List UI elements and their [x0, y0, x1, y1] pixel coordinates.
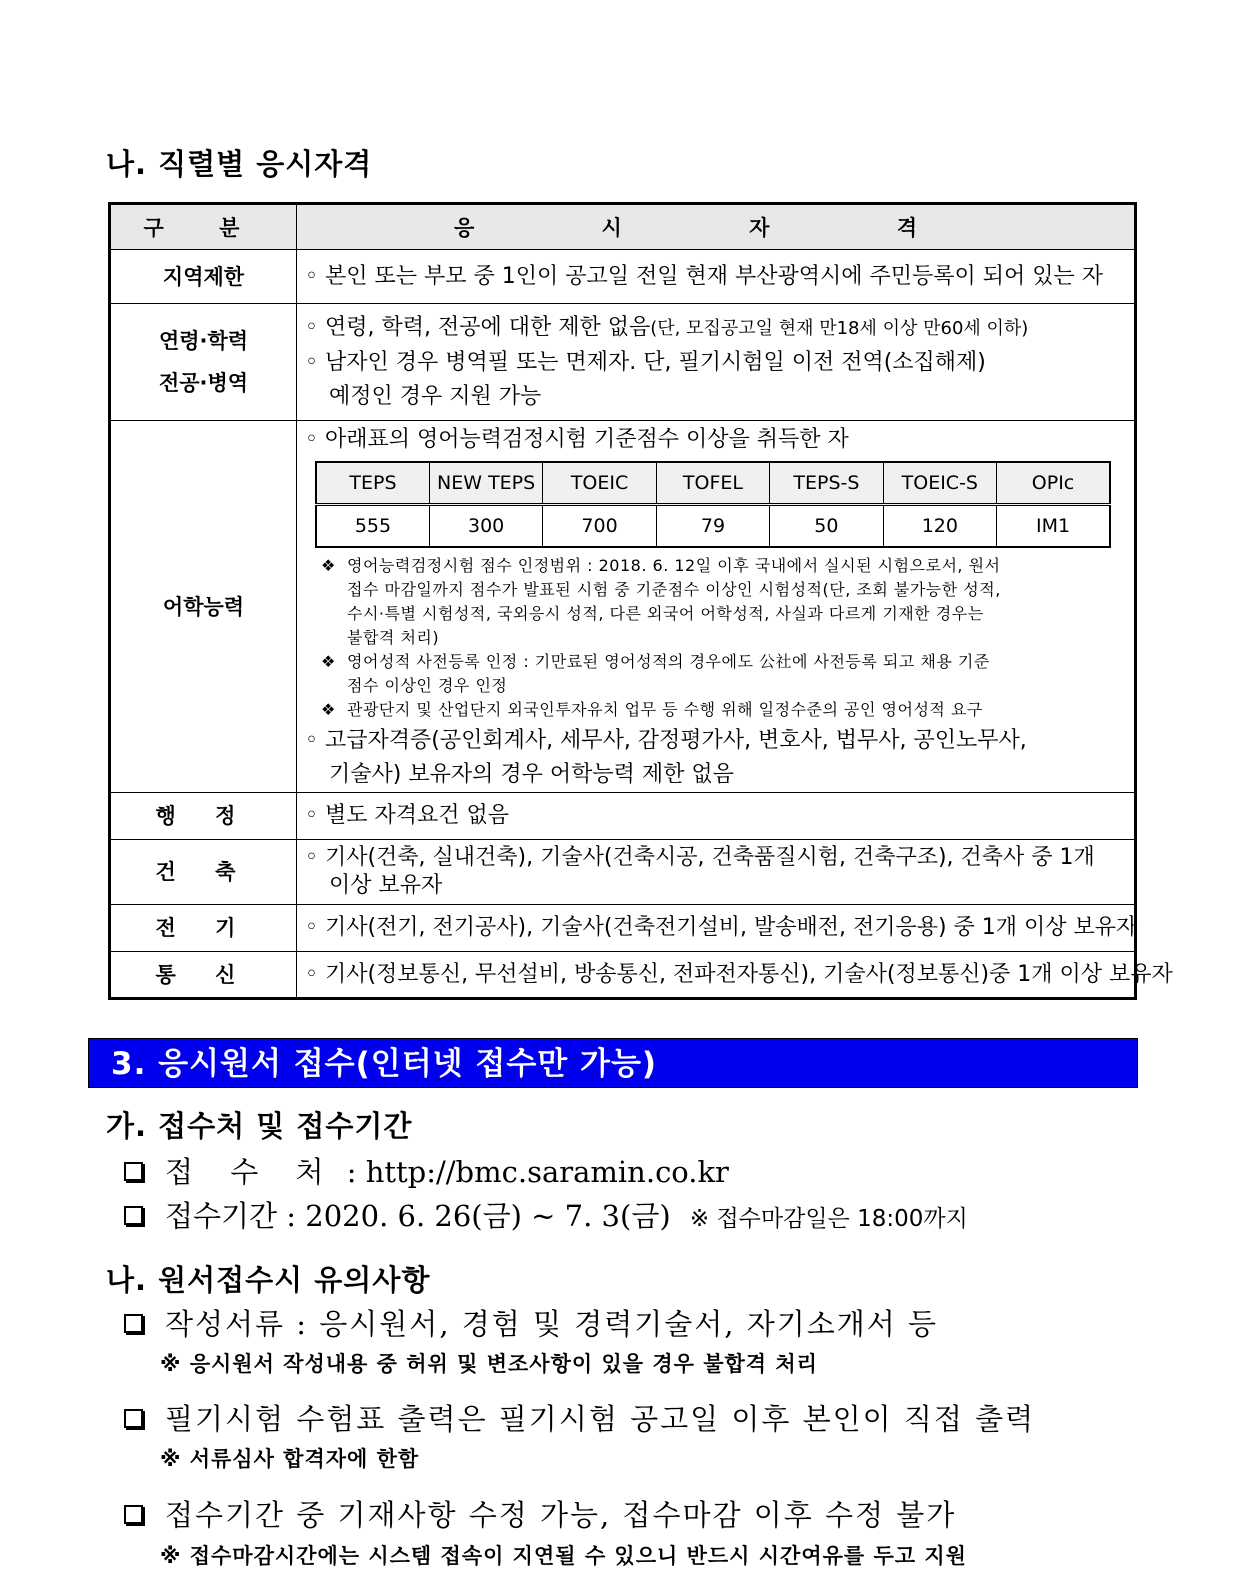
- advanced-cert-line-2: 기술사) 보유자의 경우 어학능력 제한 없음: [329, 762, 734, 787]
- english-score-table: [315, 461, 1111, 548]
- section-title-qualifications: 나. 직렬별 응시자격: [106, 147, 373, 181]
- checkbox-icon: [124, 1314, 143, 1333]
- age-label-1: 연령·학력: [158, 329, 249, 353]
- receipt-place-label: 접 수 처: [165, 1155, 338, 1189]
- test-name: TOEIC: [543, 462, 656, 505]
- receipt-period-note: ※ 접수마감일은 18:00까지: [689, 1206, 968, 1232]
- telecom-text: ◦ 기사(정보통신, 무선설비, 방송통신, 전파전자통신), 기술사(정보통신)중 1개 이상 보유자: [305, 961, 1173, 987]
- age-line-2: ◦ 남자인 경우 병역필 또는 면제자. 단, 필기시험일 이전 전역(소집해제): [305, 349, 986, 375]
- row-label-age: [110, 304, 297, 421]
- test-score: 79: [656, 505, 769, 548]
- age-label-2: 전공·병역: [158, 371, 249, 395]
- test-score: 300: [429, 505, 542, 548]
- electric-text: ◦ 기사(전기, 전기공사), 기술사(건축전기설비, 발송배전, 전기응용) 중 1개 이상 보유자: [305, 915, 1138, 940]
- diamond-icon: ❖: [321, 652, 336, 671]
- section-banner-application: 3. 응시원서 접수(인터넷 접수만 가능): [88, 1038, 1138, 1088]
- language-notes: [319, 554, 1126, 722]
- arch-line-1: ◦ 기사(건축, 실내건축), 기술사(건축시공, 건축품질시험, 건축구조), 건축사 중 1개: [305, 845, 1095, 870]
- note-2-line-2: 점수 이상인 경우 인정: [347, 676, 508, 695]
- age-line-1: [305, 311, 1126, 346]
- note-2-line-1: 영어성적 사전등록 인정 : 기만료된 영어성적의 경우에도 公社에 사전등록 되고 채용 기준: [347, 652, 990, 671]
- test-score: 700: [543, 505, 656, 548]
- note-reason: [319, 698, 1126, 722]
- row-label-electric: 전 기: [110, 905, 297, 952]
- test-name: TEPS: [316, 462, 429, 505]
- region-text: ◦ 본인 또는 부모 중 1인이 공고일 전일 현재 부산광역시에 주민등록이 되어 있는 자: [305, 263, 1103, 289]
- row-label-admin: 행 정: [110, 793, 297, 840]
- age-line-1-small: (단, 모집공고일 현재 만18세 이상 만60세 이하): [650, 317, 1029, 339]
- note-3-line-1: 관광단지 및 산업단지 외국인투자유치 업무 등 수행 위해 일정수준의 공인 영어성적 요구: [347, 700, 983, 719]
- note-1-line-2: 접수 마감일까지 점수가 발표된 시험 중 기준점수 이상인 시험성적(단, 조회 불가능한 성적,: [347, 580, 1001, 599]
- test-score: 120: [883, 505, 996, 548]
- age-line-3: 예정인 경우 지원 가능: [329, 383, 542, 409]
- row-label-region: 지역제한: [110, 250, 297, 304]
- test-name: TOEIC-S: [883, 462, 996, 505]
- test-score: IM1: [997, 505, 1110, 548]
- receipt-period-label: 접수기간: [165, 1199, 278, 1233]
- english-test-names: [316, 462, 1110, 505]
- checkbox-icon: [124, 1162, 143, 1181]
- admin-text: ◦ 별도 자격요건 없음: [305, 803, 509, 828]
- section-title-receipt: 가. 접수처 및 접수기간: [106, 1109, 413, 1143]
- note-1-line-1: 영어능력검정시험 점수 인정범위 : 2018. 6. 12일 이후 국내에서 실시된 시험으로서, 원서: [347, 556, 1001, 575]
- receipt-period-value: : 2020. 6. 26(금) ~ 7. 3(금): [286, 1199, 671, 1233]
- notice-item-edit: [124, 1493, 956, 1534]
- notice-item-2-note: ※ 서류심사 합격자에 한함: [160, 1447, 420, 1471]
- notice-item-documents: [124, 1302, 938, 1343]
- section-title-notes: 나. 원서접수시 유의사항: [106, 1263, 431, 1297]
- header-category: 구 분: [110, 204, 297, 250]
- receipt-place-value: : http://bmc.saramin.co.kr: [346, 1155, 729, 1189]
- notice-item-3-text: 접수기간 중 기재사항 수정 가능, 접수마감 이후 수정 불가: [165, 1498, 957, 1532]
- row-label-language: 어학능력: [110, 421, 297, 793]
- header-qualification: 응 시 자 격: [297, 204, 1136, 250]
- language-intro: ◦ 아래표의 영어능력검정시험 기준점수 이상을 취득한 자: [305, 427, 849, 452]
- notice-item-2-text: 필기시험 수험표 출력은 필기시험 공고일 이후 본인이 직접 출력: [165, 1402, 1036, 1436]
- qualification-table: [108, 202, 1173, 1000]
- notice-item-1-note: ※ 응시원서 작성내용 중 허위 및 변조사항이 있을 경우 불합격 처리: [160, 1352, 818, 1376]
- receipt-period: [124, 1194, 968, 1235]
- row-label-telecom: 통 신: [110, 952, 297, 999]
- notice-item-1-text: 작성서류 : 응시원서, 경험 및 경력기술서, 자기소개서 등: [165, 1307, 939, 1341]
- diamond-icon: ❖: [321, 556, 336, 575]
- notice-item-3-note: ※ 접수마감시간에는 시스템 접속이 지연될 수 있으니 반드시 시간여유를 두고 지원: [160, 1544, 967, 1568]
- test-score: 555: [316, 505, 429, 548]
- row-label-architecture: 건 축: [110, 840, 297, 905]
- note-1-line-3: 수시·특별 시험성적, 국외응시 성적, 다른 외국어 어학성적, 사실과 다르게 기재한 경우는: [347, 604, 984, 623]
- note-pre-registration: [319, 650, 1126, 698]
- checkbox-icon: [124, 1409, 143, 1428]
- test-name: TEPS-S: [770, 462, 883, 505]
- checkbox-icon: [124, 1505, 143, 1524]
- checkbox-icon: [124, 1206, 143, 1225]
- test-name: TOFEL: [656, 462, 769, 505]
- note-score-range: [319, 554, 1126, 650]
- note-1-line-4: 불합격 처리): [347, 628, 440, 647]
- test-name: OPIc: [997, 462, 1110, 505]
- notice-item-ticket: [124, 1397, 1035, 1438]
- test-score: 50: [770, 505, 883, 548]
- advanced-cert-line-1: ◦ 고급자격증(공인회계사, 세무사, 감정평가사, 변호사, 법무사, 공인노무사,: [305, 728, 1027, 753]
- english-test-scores: [316, 505, 1110, 548]
- age-line-1-main: ◦ 연령, 학력, 전공에 대한 제한 없음: [305, 314, 651, 340]
- test-name: NEW TEPS: [429, 462, 542, 505]
- diamond-icon: ❖: [321, 700, 336, 719]
- receipt-place: [124, 1150, 729, 1191]
- arch-line-2: 이상 보유자: [329, 873, 443, 898]
